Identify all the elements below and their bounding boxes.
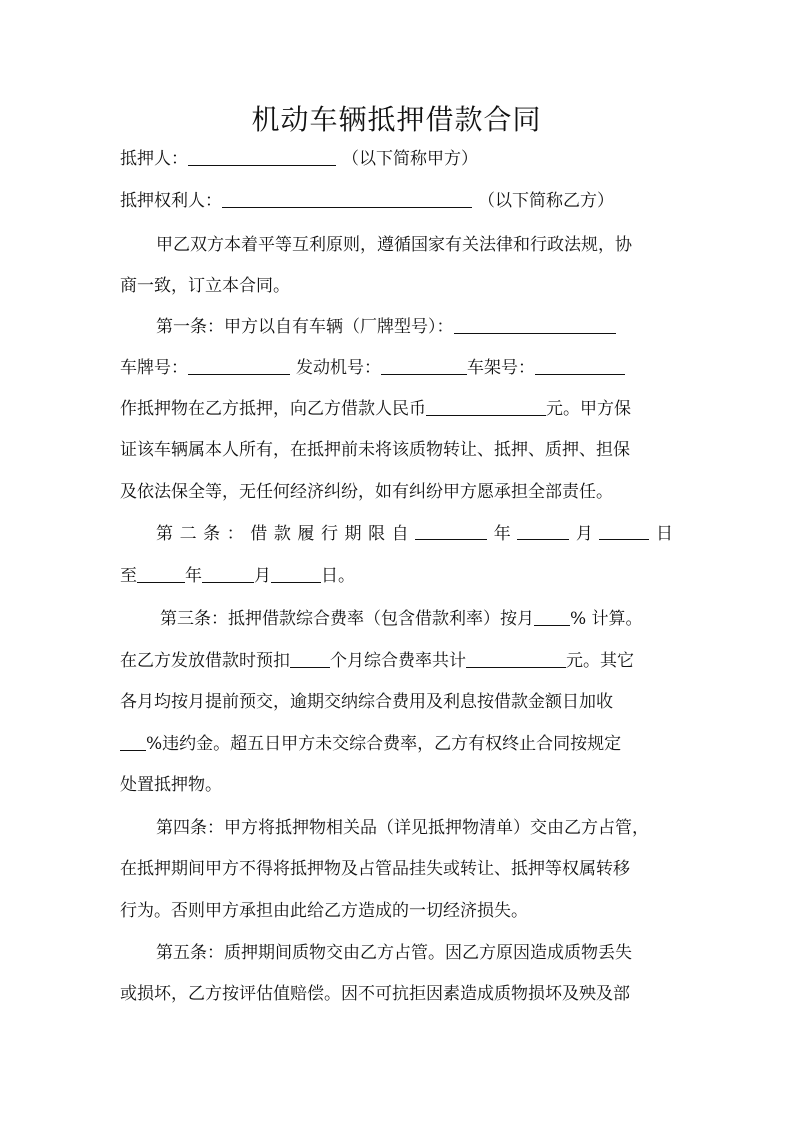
article2-char: 二 — [179, 524, 197, 544]
article2-char: 限 — [368, 524, 386, 544]
frame-label: 车架号： — [467, 358, 535, 378]
article4-line-1: 第四条：甲方将抵押物相关品（详见抵押物清单）交由乙方占管， — [156, 818, 649, 838]
party-a-suffix: （以下简称甲方） — [342, 149, 478, 169]
party-b-line — [120, 188, 614, 214]
article2-char: ： — [226, 524, 244, 544]
article2-char: 借 — [250, 524, 268, 544]
article1-line-5: 及依法保全等，无任何经济纠纷，如有纠纷甲方愿承担全部责任。 — [120, 482, 613, 502]
penalty-rate-blank[interactable] — [120, 732, 146, 751]
engine-blank[interactable] — [381, 356, 467, 375]
article1-line-2 — [120, 355, 625, 381]
year-label: 年 — [493, 524, 511, 544]
article2-char: 第 — [156, 524, 173, 544]
party-b-suffix: （以下简称乙方） — [478, 191, 614, 211]
vehicle-model-blank[interactable] — [454, 315, 616, 334]
article1-loan-text: 作抵押物在乙方抵押，向乙方借款人民币 — [120, 399, 426, 419]
article3-total-text: 个月综合费率共计 — [330, 651, 466, 671]
year-label: 年 — [185, 566, 202, 586]
end-day-blank[interactable] — [271, 564, 321, 583]
article1-text: 第一条：甲方以自有车辆（厂牌型号）： — [156, 317, 454, 337]
article5-line-2: 或损坏，乙方按评估值赔偿。因不可抗拒因素造成质物损坏及殃及部 — [120, 984, 630, 1004]
article3-line-5: 处置抵押物。 — [120, 775, 222, 795]
article2-char: 行 — [320, 524, 338, 544]
party-a-label: 抵押人： — [120, 149, 188, 169]
end-year-blank[interactable] — [137, 564, 185, 583]
end-label: 日。 — [321, 566, 355, 586]
document-title: 机动车辆抵押借款合同 — [251, 103, 542, 136]
month-label: 月 — [254, 566, 271, 586]
article3-penalty-text: %违约金。超五日甲方未交综合费率，乙方有权终止合同按规定 — [146, 734, 622, 754]
article3-line-2 — [120, 648, 634, 674]
article1-line-1 — [156, 314, 616, 340]
engine-label: 发动机号： — [296, 358, 381, 378]
loan-amount-blank[interactable] — [426, 397, 546, 416]
months-blank[interactable] — [290, 649, 330, 668]
month-label: 月 — [575, 524, 593, 544]
party-a-blank[interactable] — [188, 147, 336, 166]
party-b-label: 抵押权利人： — [120, 191, 222, 211]
article2-line-1 — [156, 521, 673, 547]
party-a-line — [120, 146, 478, 172]
day-label: 日 — [656, 524, 673, 544]
article2-line-2 — [120, 563, 355, 589]
article3-percent-text: % 计算。 — [570, 609, 643, 629]
article4-line-3: 行为。否则甲方承担由此给乙方造成的一切经济损失。 — [120, 901, 528, 921]
start-month-blank[interactable] — [517, 521, 569, 540]
end-month-blank[interactable] — [202, 564, 254, 583]
party-b-blank[interactable] — [222, 189, 472, 208]
intro-line-1: 甲乙双方本着平等互利原则，遵循国家有关法律和行政法规，协 — [156, 235, 632, 255]
article1-line-4: 证该车辆属本人所有，在抵押前未将该质物转让、抵押、质押、担保 — [120, 440, 630, 460]
monthly-rate-blank[interactable] — [534, 607, 570, 626]
article1-yuan-text: 元。甲方保 — [546, 399, 631, 419]
article2-char: 履 — [297, 524, 315, 544]
plate-label: 车牌号： — [120, 358, 188, 378]
start-day-blank[interactable] — [599, 521, 649, 540]
article2-char: 款 — [273, 524, 291, 544]
intro-line-2: 商一致，订立本合同。 — [120, 276, 290, 296]
plate-blank[interactable] — [188, 356, 290, 375]
to-label: 至 — [120, 566, 137, 586]
article2-char: 条 — [203, 524, 221, 544]
article3-yuan-text: 元。其它 — [566, 651, 634, 671]
frame-blank[interactable] — [535, 356, 625, 375]
total-fee-blank[interactable] — [466, 649, 566, 668]
article2-char: 自 — [391, 524, 409, 544]
article3-text: 第三条：抵押借款综合费率（包含借款利率）按月 — [160, 609, 534, 629]
article3-line-3: 各月均按月提前预交，逾期交纳综合费用及利息按借款金额日加收 — [120, 692, 613, 712]
article3-line-1 — [160, 606, 643, 632]
article3-deduct-text: 在乙方发放借款时预扣 — [120, 651, 290, 671]
article4-line-2: 在抵押期间甲方不得将抵押物及占管品挂失或转让、抵押等权属转移 — [120, 859, 630, 879]
article5-line-1: 第五条：质押期间质物交由乙方占管。因乙方原因造成质物丢失 — [156, 943, 632, 963]
article3-line-4 — [120, 731, 621, 757]
start-year-blank[interactable] — [415, 521, 487, 540]
article1-line-3 — [120, 396, 631, 422]
article2-char: 期 — [344, 524, 362, 544]
